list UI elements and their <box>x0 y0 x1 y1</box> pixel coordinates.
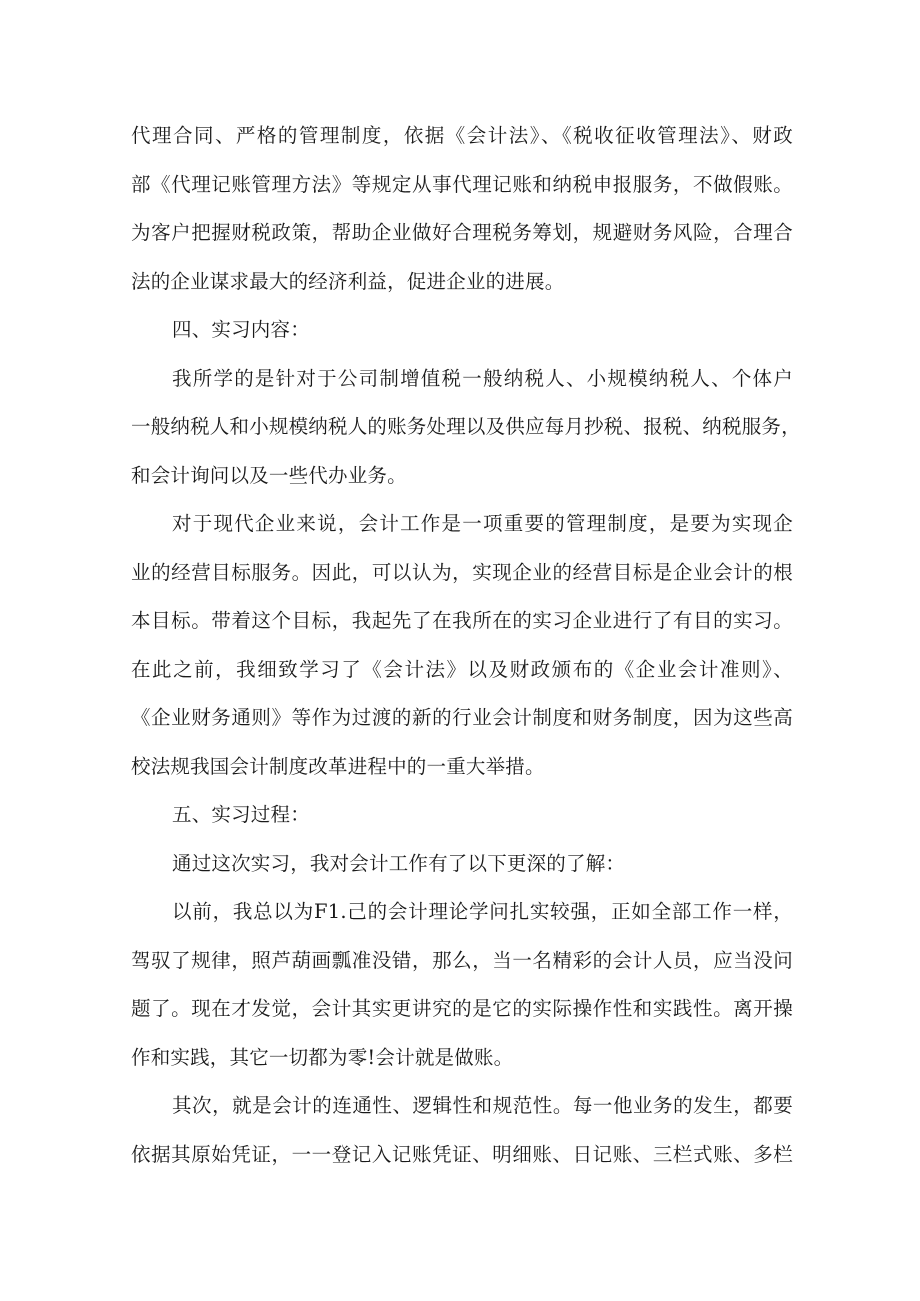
text-line: 以前，我总以为F1.己的会计理论学问扎实较强，正如全部工作一样， <box>172 900 793 923</box>
text-line: 题了。现在才发觉，会计其实更讲究的是它的实际操作性和实践性。离开操 <box>131 997 793 1020</box>
text-line: 依据其原始凭证，一一登记入记账凭证、明细账、日记账、三栏式账、多栏 <box>131 1142 793 1166</box>
paragraph-learning-scope <box>131 355 801 501</box>
text-line: 部《代理记账管理方法》等规定从事代理记账和纳税申报服务，不做假账。 <box>131 172 793 196</box>
text-line: 法的企业谋求最大的经济利益，促进企业的进展。 <box>131 269 565 293</box>
text-line: 在此之前，我细致学习了《会计法》以及财政颁布的《企业会计准则》、 <box>131 657 793 681</box>
text-line: 代理合同、严格的管理制度，依据《会计法》、《税收征收管理法》、财政 <box>131 124 793 147</box>
paragraph-accounting-goals <box>131 500 793 791</box>
section-heading-internship-content <box>131 306 793 355</box>
paragraph-accounting-continuity <box>131 1082 793 1179</box>
section-heading-internship-process <box>131 791 793 840</box>
text-line: 驾驭了规律，照芦葫画瓢准没错，那么，当一名精彩的会计人员，应当没问 <box>131 948 793 972</box>
text-line: 对于现代企业来说，会计工作是一项重要的管理制度，是要为实现企 <box>172 512 793 535</box>
text-line: 其次，就是会计的连通性、逻辑性和规范性。每一他业务的发生，都要 <box>172 1094 793 1117</box>
text-line: 本目标。带着这个目标，我起先了在我所在的实习企业进行了有目的实习。 <box>131 609 793 632</box>
text-line: 和会计询问以及一些代办业务。 <box>131 463 407 487</box>
heading-text: 四、实习内容： <box>172 318 310 341</box>
paragraph-agency-services <box>131 112 793 306</box>
document-body <box>131 112 801 1179</box>
paragraph-practice-importance <box>131 888 793 1082</box>
text-line: 一般纳税人和小规模纳税人的账务处理以及供应每月抄税、报税、纳税服务， <box>131 415 801 438</box>
heading-text: 五、实习过程： <box>172 803 310 826</box>
text-line: 业的经营目标服务。因此，可以认为，实现企业的经营目标是企业会计的根 <box>131 560 793 584</box>
text-line: 作和实践，其它一切都为零!会计就是做账。 <box>131 1045 514 1069</box>
text-line: 我所学的是针对于公司制增值税一般纳税人、小规模纳税人、个体户 <box>172 366 793 390</box>
text-line: 《企业财务通则》等作为过渡的新的行业会计制度和财务制度，因为这些高 <box>131 706 793 729</box>
text-line: 校法规我国会计制度改革进程中的一重大举措。 <box>131 754 545 778</box>
text-line: 通过这次实习，我对会计工作有了以下更深的了解： <box>172 851 626 875</box>
text-line: 为客户把握财税政策，帮助企业做好合理税务筹划，规避财务风险，合理合 <box>131 221 793 244</box>
paragraph-intro-understanding <box>131 840 793 889</box>
